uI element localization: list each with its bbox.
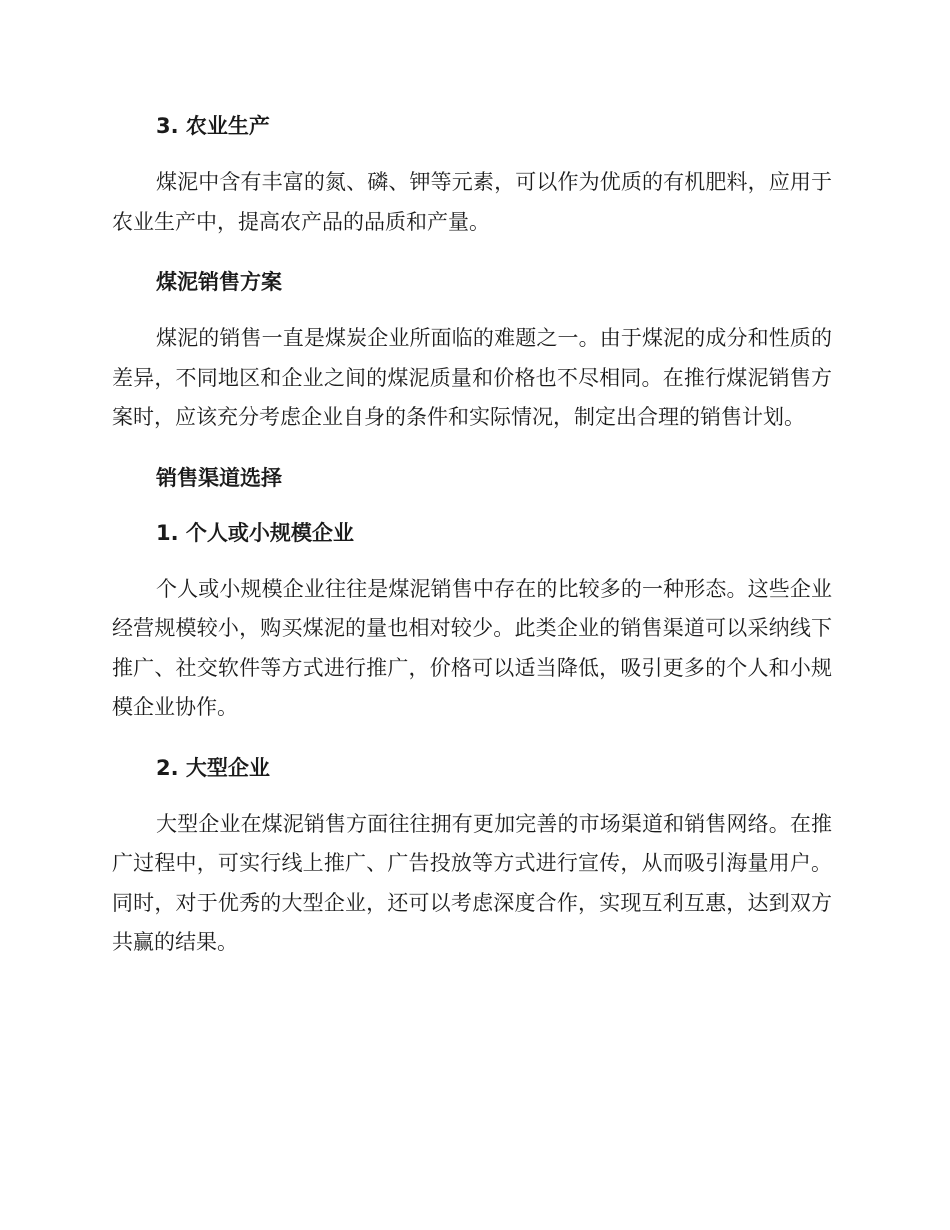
heading-small-enterprise: 1. 个人或小规模企业	[156, 520, 354, 545]
paragraph-agriculture: 煤泥中含有丰富的氮、磷、钾等元素，可以作为优质的有机肥料，应用于农业生产中，提高农产品的品质和产量。	[112, 170, 832, 234]
heading-sales-channel: 销售渠道选择	[156, 465, 282, 490]
paragraph-sales-plan: 煤泥的销售一直是煤炭企业所面临的难题之一。由于煤泥的成分和性质的差异，不同地区和企业之间的煤泥质量和价格也不尽相同。在推行煤泥销售方案时，应该充分考虑企业自身的条件和实际情况，制定出合理的销售计划。	[112, 326, 832, 429]
paragraph-large-enterprise: 大型企业在煤泥销售方面往往拥有更加完善的市场渠道和销售网络。在推广过程中，可实行线上推广、广告投放等方式进行宣传，从而吸引海量用户。同时，对于优秀的大型企业，还可以考虑深度合作，实现互利互惠，达到双方共赢的结果。	[112, 811, 832, 954]
heading-sales-plan: 煤泥销售方案	[156, 270, 282, 294]
paragraph-small-enterprise: 个人或小规模企业往往是煤泥销售中存在的比较多的一种形态。这些企业经营规模较小，购买煤泥的量也相对较少。此类企业的销售渠道可以采纳线下推广、社交软件等方式进行推广，价格可以适当降低，吸引更多的个人和小规模企业协作。	[112, 576, 832, 719]
heading-agriculture: 3. 农业生产	[156, 114, 270, 138]
document-body	[112, 108, 832, 963]
heading-large-enterprise: 2. 大型企业	[156, 755, 270, 780]
